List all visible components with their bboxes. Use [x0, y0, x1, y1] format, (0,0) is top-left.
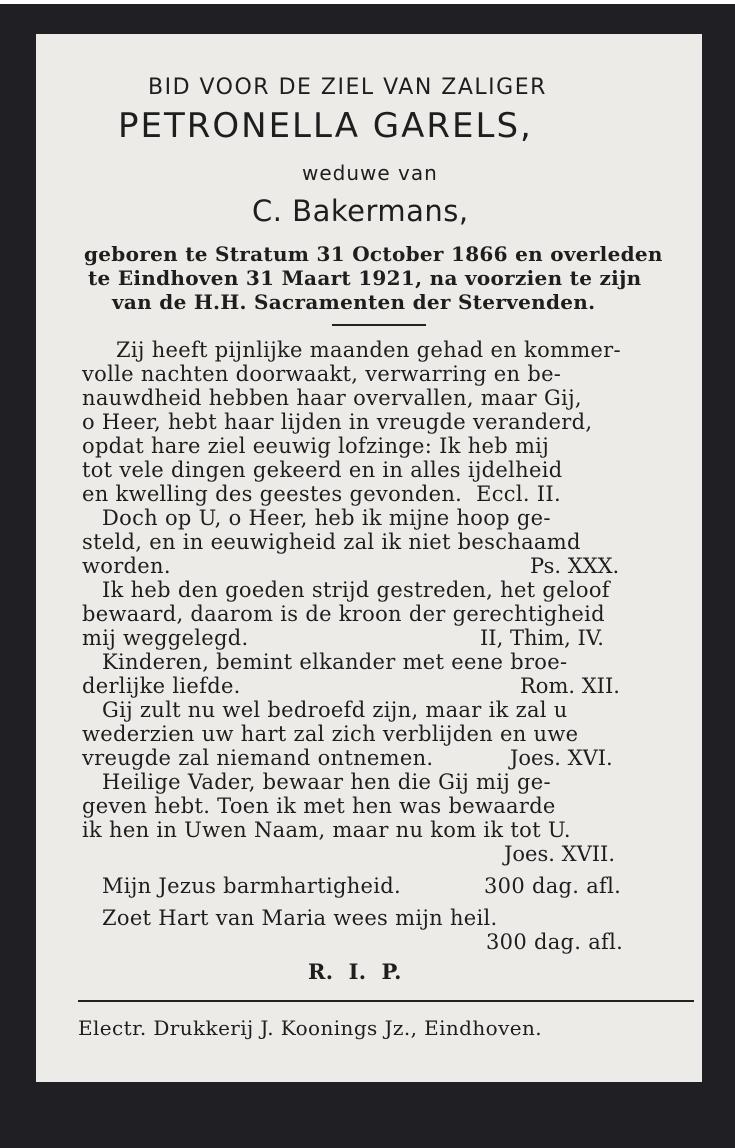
deceased-name: PETRONELLA GARELS,	[118, 106, 533, 146]
bio-line: te Eindhoven 31 Maart 1921, na voorzien te zijn	[88, 266, 642, 290]
indulgence-days: 300 dag. afl.	[484, 874, 622, 898]
indulgence-text: Mijn Jezus barmhartigheid.	[102, 874, 402, 898]
prayer-line: BID VOOR DE ZIEL VAN ZALIGER	[148, 75, 547, 100]
body-line: mij weggelegd.	[82, 626, 249, 650]
body-line: volle nachten doorwaakt, verwarring en be-	[82, 362, 562, 386]
body-line: geven hebt. Toen ik met hen was bewaarde	[82, 794, 556, 818]
body-line: derlijke liefde.	[82, 674, 241, 698]
indulgence-text: Zoet Hart van Maria wees mijn heil.	[102, 906, 498, 930]
body-line: worden.	[82, 554, 171, 578]
scripture-ref: Rom. XII.	[520, 674, 620, 698]
bio-line: van de H.H. Sacramenten der Stervenden.	[112, 290, 596, 314]
body-line: ik hen in Uwen Naam, maar nu kom ik tot U.	[82, 818, 571, 842]
body-line: Doch op U, o Heer, heb ik mijne hoop ge-	[102, 506, 551, 530]
body-line: steld, en in eeuwigheid zal ik niet beschaamd	[82, 530, 581, 554]
husband-name: C. Bakermans,	[252, 194, 469, 228]
body-line: Heilige Vader, bewaar hen die Gij mij ge-	[102, 770, 551, 794]
body-line: nauwdheid hebben haar overvallen, maar Gij,	[82, 386, 582, 410]
scripture-ref: Ps. XXX.	[530, 554, 620, 578]
scripture-ref: Joes. XVI.	[510, 746, 613, 770]
body-line: Zij heeft pijnlijke maanden gehad en kommer-	[116, 338, 621, 362]
body-line: opdat hare ziel eeuwig lofzinge: Ik heb mij	[82, 434, 550, 458]
scripture-ref: Joes. XVII.	[504, 842, 615, 866]
body-line: bewaard, daarom is de kroon der gerechtigheid	[82, 602, 605, 626]
body-line: vreugde zal niemand ontnemen.	[82, 746, 434, 770]
rip: R. I. P.	[308, 959, 402, 984]
indulgence-days: 300 dag. afl.	[486, 930, 624, 954]
bio-line: geboren te Stratum 31 October 1866 en overleden	[84, 242, 663, 266]
printer-credit: Electr. Drukkerij J. Koonings Jz., Eindhoven.	[78, 1016, 543, 1040]
body-line: Gij zult nu wel bedroefd zijn, maar ik zal u	[102, 698, 568, 722]
divider-long	[78, 1000, 694, 1002]
body-line: wederzien uw hart zal zich verblijden en uwe	[82, 722, 579, 746]
body-line: en kwelling des geestes gevonden. Eccl. II.	[82, 482, 561, 506]
body-line: Ik heb den goeden strijd gestreden, het geloof	[102, 578, 610, 602]
widow-of: weduwe van	[302, 161, 438, 185]
card-paper	[36, 34, 702, 1082]
body-line: Kinderen, bemint elkander met eene broe-	[102, 650, 568, 674]
divider-short	[332, 324, 426, 326]
body-line: o Heer, hebt haar lijden in vreugde veranderd,	[82, 410, 593, 434]
body-line: tot vele dingen gekeerd en in alles ijdelheid	[82, 458, 563, 482]
scripture-ref: II, Thim, IV.	[480, 626, 604, 650]
